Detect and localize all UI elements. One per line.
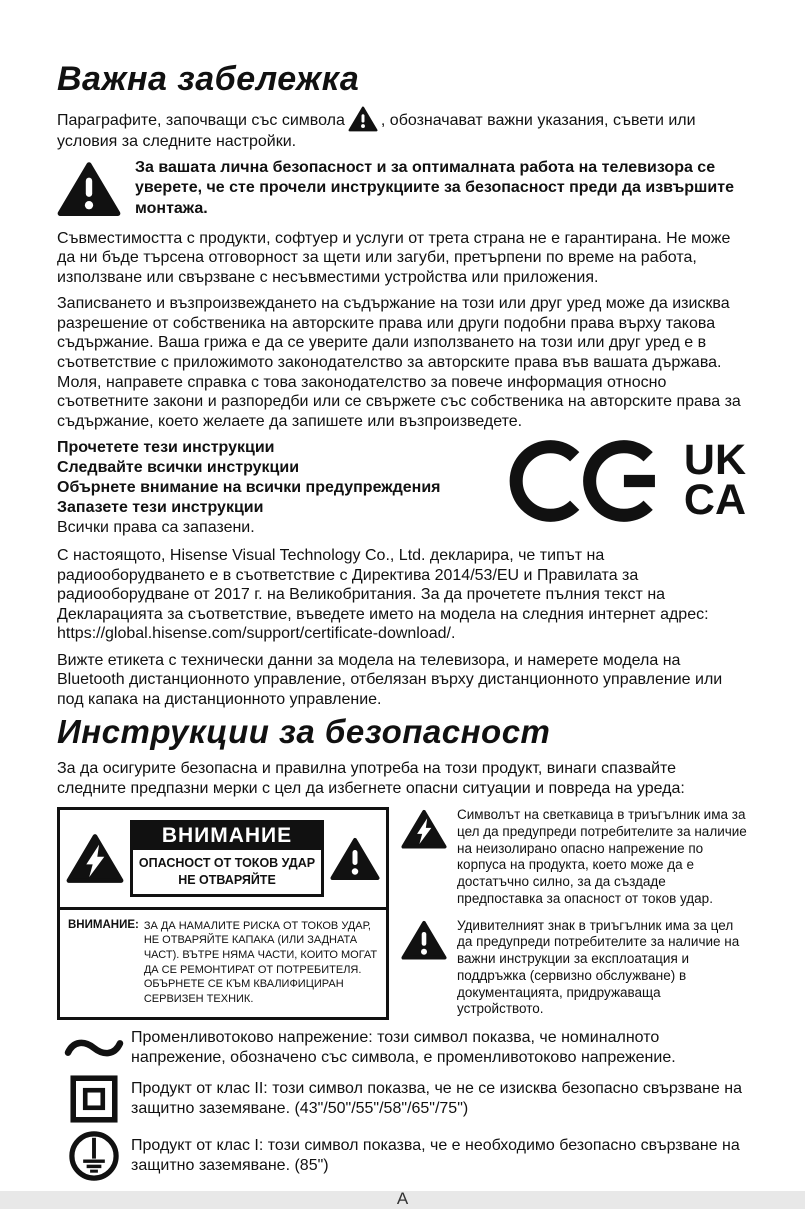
class-ii-icon — [70, 1075, 118, 1123]
rights-reserved-text: Всички права са запазени. — [57, 519, 255, 537]
symbol-text: Продукт от клас II: този символ показва, че не се изисква безопасно свързване на защитно заземяване. (43"/50"/55"/58"/65"/75") — [131, 1080, 743, 1118]
caution-label-box — [57, 807, 389, 1020]
paragraph-declaration: С настоящото, Hisense Visual Technology Co., Ltd. декларира, че типът на радиооборудването е в съответствие с Директива 2014/53/EU и Правилата за радиооборудване от 2017 г. на Великобритания. За да прочетете пълния текст на Декларацията за съответствие, въведете името на модела на следния интернет адрес: https://global.hisense.com/support/certificate-download/. — [57, 547, 709, 643]
exclamation-symbol-note — [401, 918, 748, 1018]
ukca-mark-line: UK — [683, 436, 746, 485]
safety-intro-paragraph: За да осигурите безопасна и правилна употреба на този продукт, винаги спазвайте следните предпазни мерки с цел да избегнете опасни ситуации и повреда на уреда: — [57, 760, 685, 797]
warning-triangle-icon — [57, 161, 121, 217]
instructions-list — [57, 438, 441, 538]
caution-bottom-text: ЗА ДА НАМАЛИТЕ РИСКА ОТ ТОКОВ УДАР, НЕ ОТВАРЯЙТЕ КАПАКА (ИЛИ ЗАДНАТА ЧАСТ). ВЪТРЕ НЯМА ЧАСТИ, КОИТО МОГАТ ДА СЕ РЕМОНТИРАТ ОТ ПОТРЕБИТЕЛЯ. ОБЪРНЕТЕ СЕ КЪМ КВАЛИФИЦИРАН СЕРВИЗЕН ТЕХНИК. — [143, 919, 378, 1005]
paragraph-compatibility: Съвместимостта с продукти, софтуер и услуги от трета страна не е гарантирана. Не може да ни бъде търсена отговорност за щети или загуби, претърпени по време на работа, използване или свързване с несъвместими устройства или приложения. — [57, 229, 731, 286]
exclamation-triangle-icon — [330, 837, 380, 881]
instruction-item: Запазете тези инструкции — [57, 499, 264, 517]
safety-warning-callout — [57, 158, 748, 220]
instruction-item: Обърнете внимание на всички предупреждения — [57, 479, 441, 497]
instruction-item: Следвайте всички инструкции — [57, 459, 300, 477]
caution-danger-text — [133, 850, 321, 894]
intro-text-before: Параграфите, започващи със символа — [57, 112, 345, 129]
lightning-symbol-note — [401, 807, 748, 907]
page-number: A — [396, 1189, 409, 1209]
ce-mark-icon — [508, 440, 668, 522]
caution-section — [57, 807, 748, 1020]
lightning-triangle-icon — [66, 833, 124, 884]
ukca-mark-line: CA — [683, 476, 746, 525]
warning-text: За вашата лична безопасност и за оптималната работа на телевизора се уверете, че сте прочели инструкциите за безопасност преди да извършите монтажа. — [135, 158, 734, 218]
symbol-text: Променливотоково напрежение: този символ показва, че номиналното напрежение, обозначено със символа, е променливотоково напрежение. — [131, 1029, 676, 1067]
page-title-safety-instructions: Инструкции за безопасност — [57, 713, 551, 751]
caution-box-bottom — [60, 907, 386, 1017]
symbol-explanations — [401, 807, 748, 1018]
class-i-earth-icon — [68, 1130, 120, 1182]
intro-text-after: , обозначават важни указания, съвети или условия за следните настройки. — [57, 112, 696, 150]
symbol-cell — [57, 1130, 131, 1182]
note-text: Удивителният знак в триъгълник има за цел да предупреди потребителите за наличие на важни инструкции за експлоатация и поддръжка (сервизно обслужване) в документацията, придружаваща устройството. — [457, 917, 740, 1017]
caution-bottom-label: ВНИМАНИЕ: — [68, 918, 139, 931]
paragraph-bluetooth-note: Вижте етикета с технически данни за модела на телевизора, и намерете модела на Bluetooth дистанционното управление, отбелязан върху дистанционното управление или под капака на дистанционното управление. — [57, 651, 723, 708]
caution-header: ВНИМАНИЕ — [133, 823, 321, 850]
intro-paragraph — [57, 106, 748, 152]
symbol-cell — [57, 1075, 131, 1123]
symbol-text: Продукт от клас I: този символ показва, че е необходимо безопасно свързване на защитно заземяване. (85") — [131, 1137, 740, 1175]
caution-box-top — [60, 810, 386, 907]
conformity-marks — [508, 436, 748, 525]
lightning-triangle-icon — [401, 809, 447, 849]
caution-danger-line: НЕ ОТВАРЯЙТЕ — [178, 873, 276, 888]
symbol-cell — [57, 1035, 131, 1061]
warning-triangle-icon — [348, 106, 378, 132]
ac-voltage-symbol-row — [57, 1028, 748, 1068]
caution-inner-box — [130, 820, 324, 897]
paragraph-copyright: Записването и възпроизвеждането на съдържание на този или друг уред може да изисква разрешение от собственика на авторските права или други подобни права върху такова съдържание. Ваша грижа е да се уверите дали използването на този или друг уред е в съответствие с приложимото законодателство за авторските права във вашата държава. Моля, направете справка с това законодателство за повече информация относно съответните закони и разпоредби или се свържете със собственика на авторските права за съдържание, което желаете да запишете или възпроизведете. — [57, 295, 741, 430]
instruction-item: Прочетете тези инструкции — [57, 439, 275, 457]
instructions-and-marks — [57, 438, 748, 538]
ukca-mark — [683, 436, 746, 525]
exclamation-triangle-icon — [401, 920, 447, 960]
caution-danger-line: ОПАСНОСТ ОТ ТОКОВ УДАР — [138, 856, 316, 871]
class-ii-symbol-row — [57, 1075, 748, 1123]
ac-voltage-icon — [64, 1035, 124, 1061]
page-title-important-note: Важна забележка — [57, 60, 360, 98]
note-text: Символът на светкавица в триъгълник има за цел да предупреди потребителите за наличие на неизолирано опасно напрежение по корпуса на продукта, което може да е достатъчно силно, за да създаде предпоставка за опасност от токов удар. — [457, 807, 747, 906]
class-i-symbol-row — [57, 1130, 748, 1182]
